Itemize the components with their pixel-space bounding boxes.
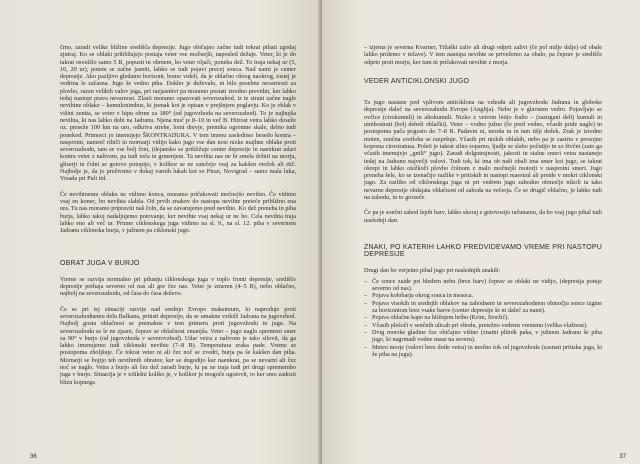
section-heading-znaki: ZNAKI, PO KATERIH LAHKO PREDVIDEVAMO VREME PRI NASTOPU DEPRESIJE [364,243,602,259]
signs-intro: Drugi dan bo verjetno pihal jugo pri naslednjih znakih: [364,266,501,274]
section-heading-obrat-juga: OBRAT JUGA V BURJO [60,260,140,268]
list-item: – Če sonce zaide pri bledem nebu (brez barv) čeprav se oblaki ne vidijo, (depresija potuje severno od nas). [364,278,602,293]
left-column [60,44,296,386]
page-number-right: 37 [619,454,626,460]
page-number-left: 36 [30,454,37,460]
signs-list [364,278,602,358]
right-paragraph-1: – izjema je severna Kvarner, Tržaški zaliv ali drugi odprti zalivi (če pol milje dalje) od obale lahko pridemo v težave). V tem nastopa nevihte se privežemo za obalo, pa čeprav je središče odprto proti morju, ker tam ni pričakovati nevihte z morja. [364,44,602,66]
list-item: – Pojava oblačne kape na bližnjem hribu (Krim, Storžič). [364,314,602,321]
list-item: – Dvig morske gladine čez običajno višino (znatni plitnik paka, v južnem Jadranu še piha jugo, ki nagrmadi vodne mase na severu). [364,329,602,344]
list-item: – Pojava kolobarja okrog sonca in meseca. [364,292,602,299]
right-paragraph-2: Ta jugo nastane pod vplivom anticiklona na vzhodu ali jugovzhodu Jadrana in globoke depresije daleč na severozahodu Evrope (Anglija). Nebo je v glavnem vedro. Pojavljajo se ovčice (cirokumuli) in altokumuli. Nizko z vetrom letijo fralto – (raztrgani deli) kumuli in nimbostrati (bolj debeli oblački). Veter – vodno južno (če pred vedno, včasih pride nagle) in postopoma pača pogosto do 7–8 B. Padavin ni, morda tu in tam tišji dežek. Zrak je izredno moten, sončna svetloba se razpršuje. Včasih pri nizkih oblakih, nebo pa je zastrto s prosojno koprena cirostratusa. Poleti je takrat silno soparno, ljudje se slabo počutijo in so živčni (zato ga včasih imenujejo „gnili“ jugo). Zaradi dolgotrajnosti, jakosti in stalne smeri vetra nastanejo tedaj na Jadranu največji valovi. Tudi tok, ki ima ob naši obali ima smer kot jugo, se takrat okrepi in lahko otežkoči plovbo čolnom z malo močnejši motorji v nasprotni smeri. Jugo preneha šele, ko se izenačijo razlike v pritiskih in nastopi maestral ali preide v mokri ciklonski jugo. Za razliko od ciklonskega juga ni pri vedrem jugu zahodno območje nikoli ta tako nevarne depresije obdajata oblačnost od zahoda na večerja. Če se drugič oblačno, je lahko tudi na zahodu, in to grozeče. [364,99,602,202]
left-paragraph-2: Če nevihtnemu oblaku ne vidimo konca, moramo pričakovati močnejšo nevihto. Če vidimo vsaj en konec, bo nevihta slabša. Od prvih znakov do nastopa nevihte preteče približno ena ura. Tu nas moramo pripraviti naš čoln, da se zavarujemo pred nevihto. Ko dež preneha in piha burja, lahko takoj nadaljujemo potovanje, ker nevihte vsaj nekaj ur ne bo. Cela nevihta traja lahko eno ali več ur. Primer ciklonskega juga vidimo na sl. 9., na sl. 12. piha v severnem Jadranu ciklonska burja, v južnem pa ciklonski jugo. [60,190,296,235]
list-item: – Včasih plešoči v senčnih ulicah pri vhodu, pretežno vedrem vremenu (velika vlažnost). [364,322,602,329]
left-paragraph-3: Vreme se razvija normalno pri pihanju ciklonskega juga v toplo fronti depresije, središče depresije prehaja severno od nas ali gre čez nas. Veter je zmeren (4–5 B), nebo oblačno, najbolj na severozahodu, od časa do časa deževo. [60,275,296,298]
right-column [364,44,602,358]
section-heading-veder-jugo: VEDER ANTICIKLONSKI JUGO [364,77,470,85]
list-item: – Pojava visokih in srednjih oblakov na zahodnem in severozahodnem območju sonce izgine za horizontom brez vsake barve (center depresije še ni daleč za nami). [364,300,602,315]
right-page [322,0,640,464]
left-paragraph-1: črno, zaradi velike bližine središča depresije. Jugo običajno začne tudi tokrat pihati zgodaj zjutraj. Ko se oblaki približujejo postaja veter vse močnejši, naposled dežuje. Veter, ki je do takrat osvežilo samo 5 B, popusti in obrnem, ko veter oljači, poneha dež. To traja nekaj ur (5, 10, 20 ur), potem se začne jasniti, lahko se tudi pojavi precej sonca. Nad nami je center depresije. Ako pazljivo gledamo horizont, bomo videli, da je oblačno okrog naokrog, tostej je vedrina le začasna. Jugo še vedno piha. Dokler je deževalo, ni bilo posebne nevarnosti za plovbo, razen velikih valov juga, pri razjasnitvi pa moramo postati izredno previdni, ker lahko tedaj nastopi prava nevarnost. Zlasti moramo opazovati severozahod, iz te strani začne nagle nevihtne oblake – kumulonimbus, ki jeenak kot je opisan v prejšnjem poglavju. Ko je oblak v višini zenita, se veter v hipu obrne za 180° (od jugovzhoda na severozahod). To je najhujša nevihta, ki nas lahko dobi na Jadranu. Njena moč je 8–10 in več B. Hitrost vetra lahko doseže oz. preseže 100 km na uro, odkriva strehe, lomi drevje, premika ogromne skale, delno tudi ponekod. Primorci jo imenujejo ŠKONTRADURA. V tem imenu zasledimo besedo kontra – nasprotni, namreč ribiči in mornarji vidijo kako jugo vse dan nosi nizke majhne oblake proti severozahodu, tam se vse bolj črni, (dejansko se približuje center depresije in naenkrat udari kontra veter z nalivom, pa tudi toča in grmenjem. Ta nevihta nas ne bi smela dobiti na morju, gliserji in čolni se gotovo potopijo, v kolikor se ne zatečejo vsaj za kakšen otoček ali rtič. Najbolje je, da jo preživimo v dokaj varnih lukah kot so Piran, Novigrad – samo mala luka, Vrsada pri Puli itd. [60,44,296,183]
right-paragraph-3: Če pa je sončni zahod lepih barv, lahko skoraj z gotovostjo računamo, da bo vsaj jugo pihal tudi naslednji dan. [364,209,602,224]
left-paragraph-4: Če se pri tej situaciji razvije nad srednjo Evropo maksimum, ki napreduje proti severozahodnemu delu Balkana, pritisti depresijo, da se umakne vzdolž Jadrana na jugovzhod. Najbolj gosta oblačnost se premakne v tem primeru proti jugovzhodu in jugu. Na severozahodu se le ne zjasni, čeprav se oblačnost zmanjša. Veter – jugo naglo spremeni smer za 90° v burjo (od jugovzhoda v severovzhod). Udar vetra z nalivom je tako silovit, da ga lahko imenujemo tudi ciklonski nevihte (7–8 B). Temperatura zraka pade. Vreme se postopoma zboljšuje. Če tokrat veter ni ali čez noč se zvedri, burja pa še kakšen dan piha. Mornarji se bojijo teh nevihtnih obratov, ker se dogodijo kar naenkrat, pa se nevarni ali čez noč se naglo. Vetra z burjo ali čez dež zaradi burje, ki pa ne traja tudi pri drugi spremembo juga v burjo. Situacija je v tolikšni koliko je, v kolikor je mogoče ugotovit, to ker smo zadosti blizu kopnega [60,305,296,386]
list-item: – Meteo morje (valovi brez dotle vetra) in močno tok od jugovzhoda (zaznati pritiska juga, ki že piha na jugu). [364,344,602,359]
